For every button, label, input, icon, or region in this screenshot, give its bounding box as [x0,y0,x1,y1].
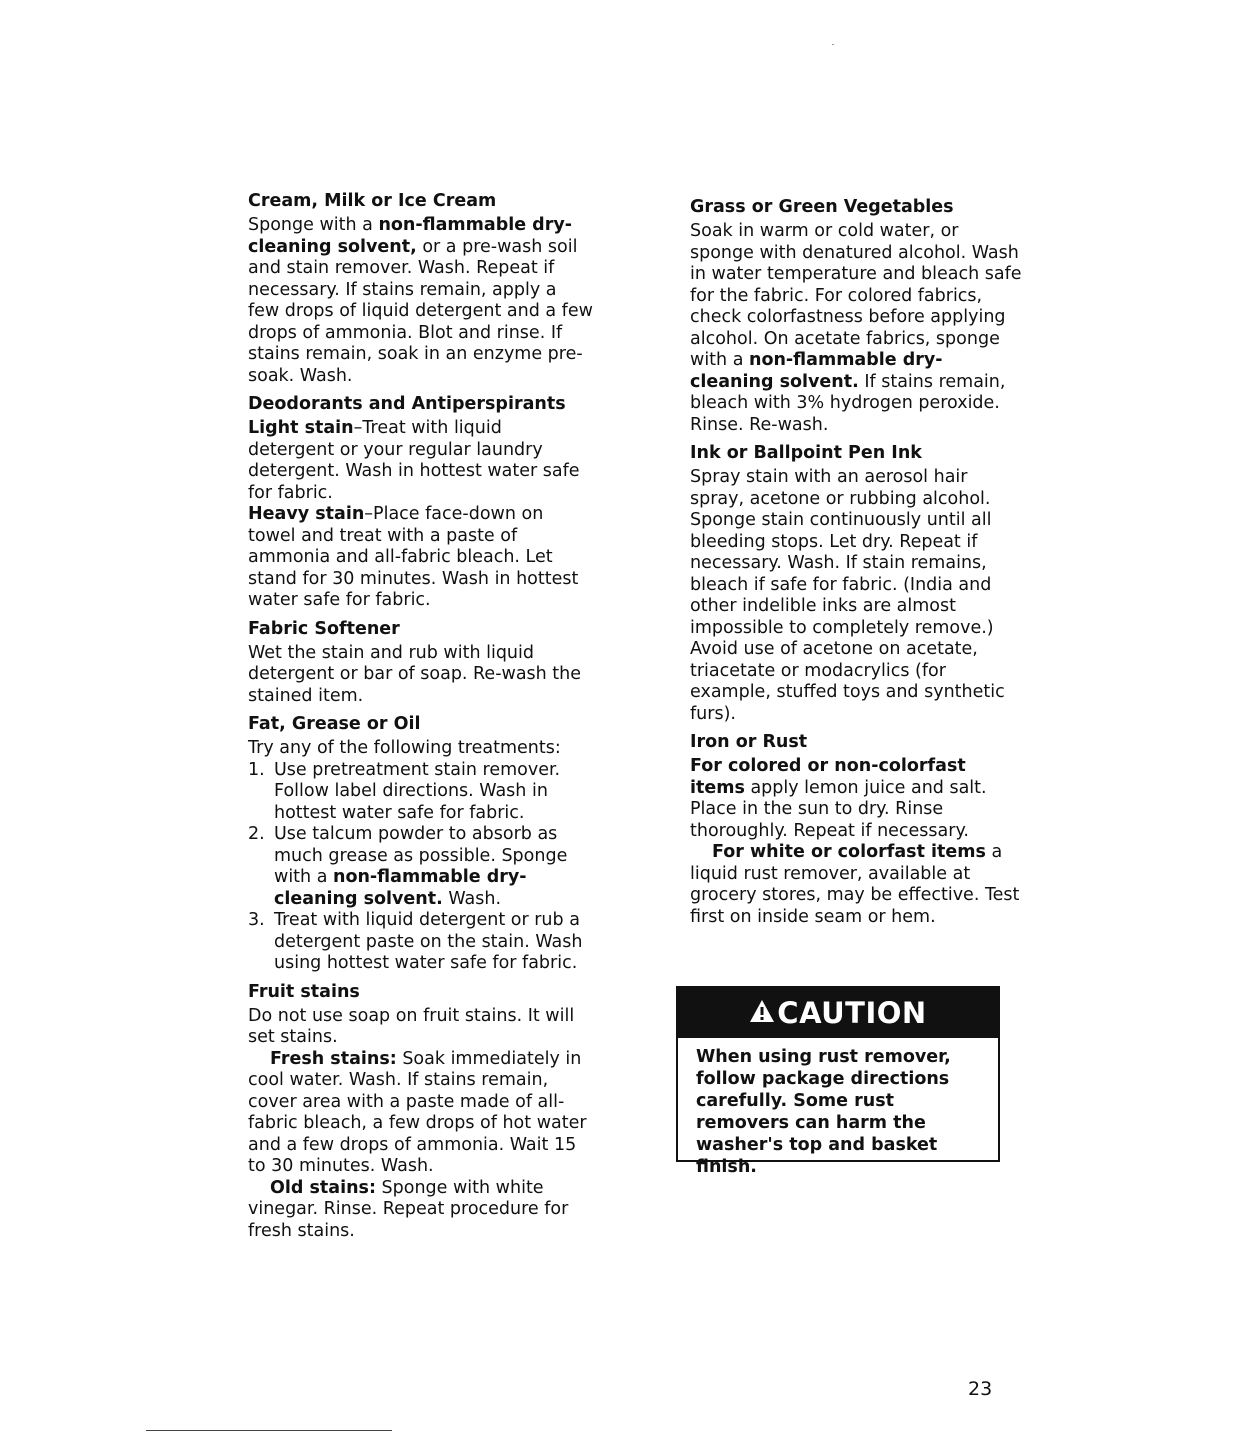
scan-speck [832,44,834,45]
paragraph-fruit-intro: Do not use soap on fruit stains. It will set stains. [248,1005,575,1047]
left-column [248,190,593,1248]
paragraph-fat-intro: Try any of the following treatments: [248,738,561,758]
footer-rule [146,1430,392,1431]
right-column [690,196,1025,934]
paragraph-ink: Spray stain with an aerosol hair spray, acetone or rubbing alcohol. Sponge stain continuously until all bleeding stops. Let dry. Repeat if necessary. Wash. If stain remains, bleach if safe for fabric. (India and other indelible inks are almost impossible to completely remove.) Avoid use of acetone on acetate, triacetate or modacrylics (for example, stuffed toys and synthetic furs). [690,467,1005,724]
caution-header [678,988,998,1038]
paragraph-fruit-old: Old stains: Sponge with white vinegar. Rinse. Repeat procedure for fresh stains. [248,1177,569,1241]
caution-heading: CAUTION [777,996,927,1030]
caution-text: When using rust remover, follow package directions carefully. Some rust removers can harm the washer's top and basket finish. [696,1047,951,1177]
heading-ink: Ink or Ballpoint Pen Ink [690,443,922,463]
paragraph-iron-colored: For colored or non-colorfast items apply lemon juice and salt. Place in the sun to dry. Rinse thoroughly. Repeat if necessary. [690,756,987,841]
list-item: 2. Use talcum powder to absorb as much grease as possible. Sponge with a non-flammable dry-cleaning solvent. Wash. [248,824,568,909]
paragraph-softener: Wet the stain and rub with liquid detergent or bar of soap. Re-wash the stained item. [248,642,582,706]
heading-fruit: Fruit stains [248,981,360,1002]
paragraph-cream: Sponge with a non-flammable dry-cleaning solvent, or a pre-wash soil and stain remover. Wash. Repeat if necessary. If stains remain, apply a few drops of liquid detergent and a few drops of ammonia. Blot and rinse. If stains remain, soak in an enzyme pre-soak. Wash. [248,215,593,386]
list-item: 1. Use pretreatment stain remover. Follow label directions. Wash in hottest water safe for fabric. [248,759,561,823]
paragraph-fruit-fresh: Fresh stains: Soak immediately in cool water. Wash. If stains remain, cover area with a paste made of all-fabric bleach, a few drops of hot water and a few drops of ammonia. Wait 15 to 30 minutes. Wash. [248,1048,587,1176]
paragraph-iron-white: For white or colorfast items a liquid rust remover, available at grocery stores, may be effective. Test first on inside seam or hem. [690,842,1020,927]
heading-grass: Grass or Green Vegetables [690,197,954,217]
paragraph-deo-light: Light stain–Treat with liquid detergent or your regular laundry detergent. Wash in hottest water safe for fabric. [248,418,580,503]
heading-softener: Fabric Softener [248,618,400,639]
list-item: 3. Treat with liquid detergent or rub a detergent paste on the stain. Wash using hottest water safe for fabric. [248,910,583,973]
heading-cream: Cream, Milk or Ice Cream [248,191,497,211]
heading-deodorants: Deodorants and Antiperspirants [248,394,566,414]
paragraph-deo-heavy: Heavy stain–Place face-down on towel and treat with a paste of ammonia and all-fabric bleach. Let stand for 30 minutes. Wash in hottest water safe for fabric. [248,504,579,610]
page-number: 23 [968,1378,993,1400]
paragraph-grass: Soak in warm or cold water, or sponge with denatured alcohol. Wash in water temperature and bleach safe for the fabric. For colored fabrics, check colorfastness before applying alcohol. On acetate fabrics, sponge with a non-flammable dry-cleaning solvent. If stains remain, bleach with 3% hydrogen peroxide. Rinse. Re-wash. [690,221,1022,435]
heading-iron: Iron or Rust [690,732,808,752]
heading-fat: Fat, Grease or Oil [248,714,421,734]
warning-triangle-icon [749,996,775,1030]
caution-box [676,986,1000,1177]
fat-treatment-list [248,760,593,975]
